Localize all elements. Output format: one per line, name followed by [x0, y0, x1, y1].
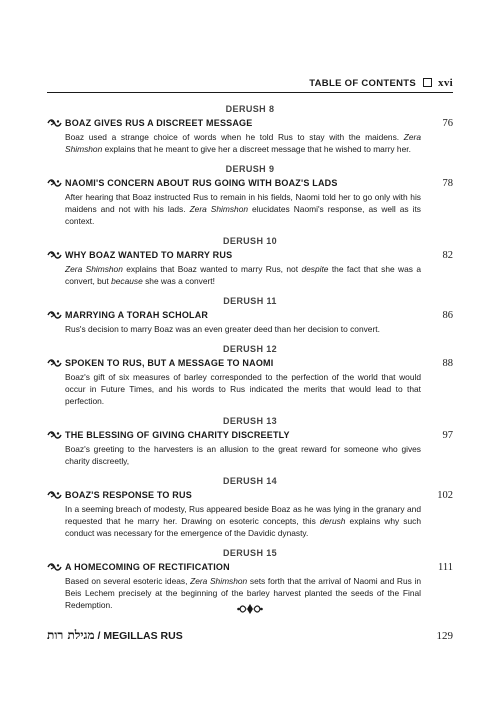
description-text: Zera Shimshon — [190, 576, 248, 586]
fleuron-icon — [47, 178, 62, 188]
toc-entry-page: 78 — [442, 178, 453, 189]
toc-entry-page: 76 — [442, 118, 453, 129]
toc-entry-description — [47, 503, 453, 539]
description-text: Rus's decision to marry Boaz was an even greater deed than her decision to convert. — [65, 324, 380, 334]
fleuron-icon — [47, 118, 62, 128]
derush-label: DERUSH 13 — [222, 416, 278, 426]
running-head-section: TABLE OF CONTENTS — [309, 78, 417, 89]
toc-entry-title: BOAZ'S RESPONSE TO RUS — [65, 490, 192, 500]
toc-entry-heading — [47, 309, 453, 322]
toc-entry — [47, 416, 453, 467]
toc-entry-title: WHY BOAZ WANTED TO MARRY RUS — [65, 250, 233, 260]
ornament-divider-icon — [0, 602, 500, 614]
toc-entry-title: A HOMECOMING OF RECTIFICATION — [65, 562, 230, 572]
toc-entry-heading — [47, 561, 453, 574]
toc-entry-title: SPOKEN TO RUS, BUT A MESSAGE TO NAOMI — [65, 358, 274, 368]
derush-label: DERUSH 9 — [225, 164, 275, 174]
fleuron-icon — [47, 562, 62, 572]
fleuron-icon — [47, 358, 62, 368]
description-text: despite — [301, 264, 329, 274]
footer-hebrew-title: מגילת רות — [47, 628, 95, 642]
toc-entry-heading — [47, 249, 453, 262]
running-head — [47, 77, 453, 89]
footer-book-title — [47, 628, 183, 643]
toc-entry-page: 86 — [442, 310, 453, 321]
toc-entry-page: 82 — [442, 250, 453, 261]
description-text: Boaz used a strange choice of words when he told Rus to stay with the maidens. — [65, 132, 404, 142]
fleuron-icon — [47, 490, 62, 500]
fleuron-icon — [47, 250, 62, 260]
derush-label: DERUSH 10 — [222, 236, 278, 246]
description-text: After hearing that Boaz instructed Rus to remain in his fields, Naomi told her to go only with his maidens and not with his lads. — [65, 192, 421, 214]
running-head-page: xvi — [438, 77, 453, 89]
description-text: explains why such conduct was necessary for the emergence of the Davidic dynasty. — [65, 516, 421, 538]
toc-entry-page: 102 — [437, 490, 453, 501]
toc-entry-title: NAOMI'S CONCERN ABOUT RUS GOING WITH BOAZ'S LADS — [65, 178, 338, 188]
toc-entry-description — [47, 323, 453, 335]
derush-label: DERUSH 14 — [222, 476, 278, 486]
toc-entry-description — [47, 263, 453, 287]
toc-entry — [47, 104, 453, 155]
toc-entry-heading — [47, 177, 453, 190]
toc-entry-page: 97 — [442, 430, 453, 441]
toc-entry-heading — [47, 489, 453, 502]
fleuron-icon — [47, 310, 62, 320]
description-text: sets forth that the arrival of Naomi and Rus in Beis Lechem precisely at the beginning of the barley harvest planted the seeds of the Final Redemption. — [65, 576, 421, 610]
derush-label: DERUSH 8 — [225, 104, 275, 114]
square-icon — [423, 78, 432, 87]
toc-entry-description — [47, 443, 453, 467]
toc-entry-heading — [47, 429, 453, 442]
toc-entry-description — [47, 191, 453, 227]
description-text: Boaz's greeting to the harvesters is an allusion to the great reward for someone who gives charity discreetly, — [65, 444, 421, 466]
description-text: because — [111, 276, 143, 286]
derush-label: DERUSH 11 — [223, 296, 277, 306]
description-text: Zera Shimshon — [189, 204, 249, 214]
description-text: Zera Shimshon — [65, 264, 123, 274]
header-rule — [47, 92, 453, 93]
toc-entry — [47, 296, 453, 335]
footer-english-title: / MEGILLAS RUS — [94, 630, 183, 642]
toc-entry-heading — [47, 357, 453, 370]
toc-entry-description — [47, 131, 453, 155]
toc-entry — [47, 344, 453, 407]
description-text: Based on several esoteric ideas, — [65, 576, 191, 586]
toc-entry-title: BOAZ GIVES RUS A DISCREET MESSAGE — [65, 118, 253, 128]
description-text: she was a convert! — [142, 276, 215, 286]
toc-entry-description — [47, 371, 453, 407]
toc-entry — [47, 236, 453, 287]
description-text: explains that Boaz wanted to marry Rus, not — [122, 264, 302, 274]
description-text: elucidates Naomi's response, as well as its context. — [65, 204, 421, 226]
toc-entry-page: 111 — [438, 562, 453, 573]
toc-entry-heading — [47, 117, 453, 130]
description-text: explains that he meant to give her a discreet message that he wished to marry her. — [102, 144, 411, 154]
toc-entry — [47, 476, 453, 539]
toc-entry — [47, 164, 453, 227]
description-text: the fact that she was a convert, but — [65, 264, 421, 286]
derush-label: DERUSH 15 — [222, 548, 278, 558]
description-text: Zera Shimshon — [65, 132, 421, 154]
toc-entry-title: THE BLESSING OF GIVING CHARITY DISCREETLY — [65, 430, 290, 440]
derush-label: DERUSH 12 — [222, 344, 278, 354]
footer-page-number: 129 — [436, 630, 453, 642]
page-footer — [47, 628, 453, 643]
description-text: In a seeming breach of modesty, Rus appeared beside Boaz as he was lying in the granary and requested that he marry her. Drawing on esoteric concepts, this — [65, 504, 421, 526]
fleuron-icon — [47, 430, 62, 440]
description-text: Boaz's gift of six measures of barley corresponded to the perfection of the world that would occur in Future Times, and his words to Rus indicated the merits that would lead to that perfection. — [65, 372, 421, 406]
description-text: derush — [319, 516, 346, 526]
table-of-contents — [47, 104, 453, 620]
toc-entry-page: 88 — [442, 358, 453, 369]
toc-entry-title: MARRYING A TORAH SCHOLAR — [65, 310, 209, 320]
